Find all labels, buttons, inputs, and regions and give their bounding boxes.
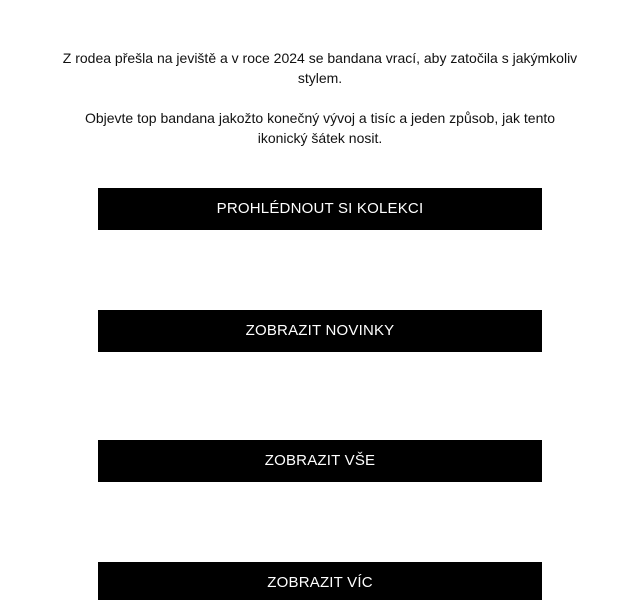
view-collection-button[interactable]: PROHLÉDNOUT SI KOLEKCI	[98, 188, 542, 230]
intro-paragraph-1: Z rodea přešla na jeviště a v roce 2024 se bandana vrací, aby zatočila s jakýmkoliv stylem.	[62, 50, 578, 86]
view-more-button[interactable]: ZOBRAZIT VÍC	[98, 562, 542, 600]
view-all-button[interactable]: ZOBRAZIT VŠE	[98, 440, 542, 482]
intro-paragraph-2: Objevte top bandana jakožto konečný vývoj a tisíc a jeden způsob, jak tento ikonický šátek nosit.	[84, 110, 556, 146]
view-new-arrivals-button[interactable]: ZOBRAZIT NOVINKY	[98, 310, 542, 352]
